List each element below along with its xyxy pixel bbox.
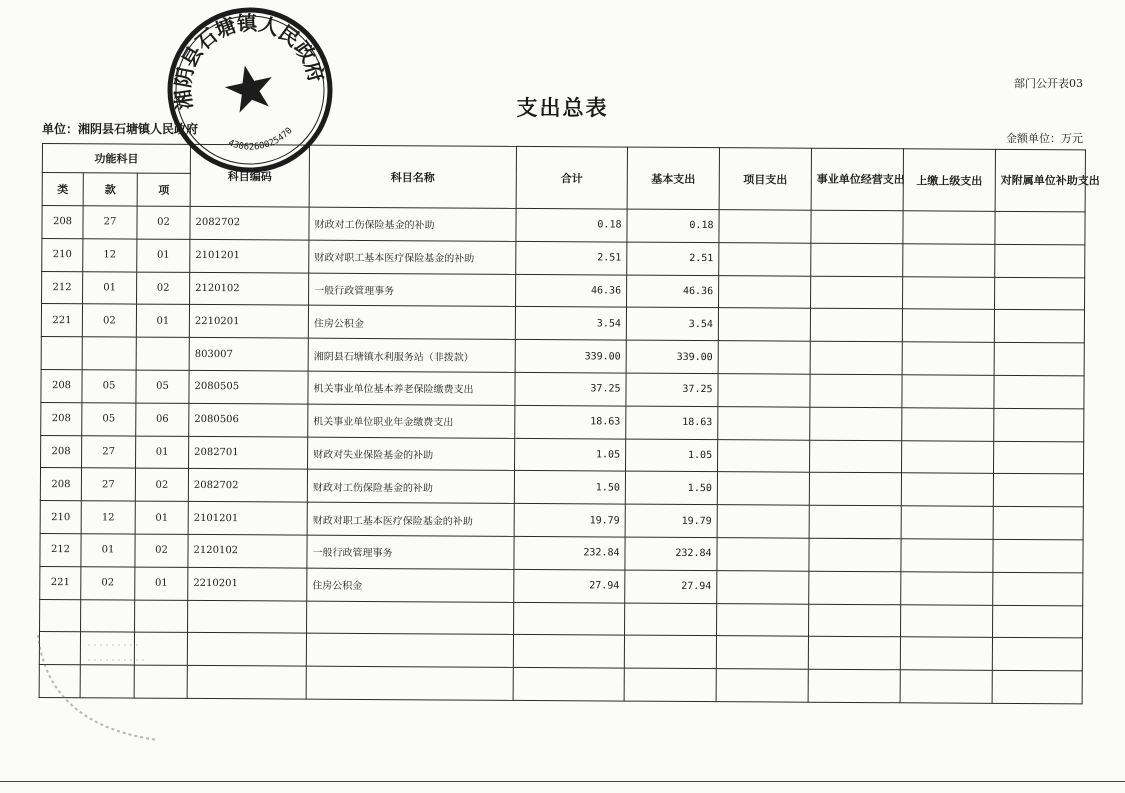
cell-subsidiary-subsidy <box>993 539 1083 572</box>
cell-subject-name: 财政对工伤保险基金的补助 <box>309 207 516 241</box>
cell-total: 19.79 <box>514 504 625 537</box>
star-icon <box>221 61 277 115</box>
header-function-subject: 功能科目 <box>42 144 190 174</box>
cell-subject-code: 2082702 <box>188 469 307 503</box>
cell-subject-name <box>307 601 514 635</box>
faint-seal-arc <box>38 635 158 740</box>
cell-category: 212 <box>40 533 81 566</box>
cell-item: 06 <box>136 403 189 436</box>
form-number: 部门公开表03 <box>1014 77 1083 90</box>
cell-project-expenditure <box>719 275 811 308</box>
cell-subject-code <box>187 666 306 700</box>
cell-project-expenditure <box>718 406 810 439</box>
cell-subsidiary-subsidy <box>995 277 1085 310</box>
cell-business-operation <box>811 243 903 276</box>
cell-category: 221 <box>40 566 81 599</box>
cell-subject-code: 2120102 <box>190 272 309 306</box>
header-subsidiary-subsidy: 对附属单位补助支出 <box>995 149 1085 212</box>
cell-item: 01 <box>135 567 188 600</box>
cell-section: 27 <box>82 435 136 468</box>
cell-subsidiary-subsidy <box>994 375 1084 408</box>
cell-business-operation <box>811 210 903 243</box>
cell-section: 12 <box>83 239 137 272</box>
cell-subject-code <box>188 600 307 634</box>
header-category: 类 <box>42 173 83 206</box>
seal-code <box>225 125 297 159</box>
cell-subject-code: 2120102 <box>188 534 307 568</box>
cell-business-operation <box>811 276 903 309</box>
cell-subsidiary-subsidy <box>993 506 1083 539</box>
cell-item: 01 <box>137 239 190 272</box>
header-subject-name: 科目名称 <box>309 145 516 208</box>
cell-upward-payment <box>902 408 994 441</box>
cell-project-expenditure <box>716 636 808 669</box>
cell-item: 02 <box>135 468 188 501</box>
cell-category <box>41 337 82 370</box>
cell-subject-code <box>187 633 306 667</box>
cell-upward-payment <box>903 244 995 277</box>
cell-subject-code: 2210201 <box>188 567 307 601</box>
cell-subject-name <box>306 666 513 700</box>
cell-subject-name: 财政对失业保险基金的补助 <box>308 437 515 471</box>
cell-category: 210 <box>42 238 83 271</box>
cell-business-operation <box>810 374 902 407</box>
cell-subject-name: 一般行政管理事务 <box>307 535 514 569</box>
cell-item: 01 <box>135 501 188 534</box>
cell-project-expenditure <box>718 308 810 341</box>
cell-total <box>514 602 625 635</box>
cell-basic-expenditure <box>625 603 717 636</box>
cell-upward-payment <box>902 342 994 375</box>
cell-upward-payment <box>901 539 993 572</box>
cell-total: 27.94 <box>514 569 625 602</box>
cell-item: 02 <box>137 206 190 239</box>
bottom-rule <box>0 781 1125 782</box>
page-title: 支出总表 <box>516 95 609 120</box>
cell-subsidiary-subsidy <box>995 211 1085 244</box>
cell-subject-code: 803007 <box>189 338 308 372</box>
cell-total: 1.50 <box>514 471 625 504</box>
cell-category: 208 <box>41 369 82 402</box>
cell-upward-payment <box>900 637 992 670</box>
cell-section: 02 <box>81 567 135 600</box>
cell-project-expenditure <box>717 505 809 538</box>
cell-total <box>513 668 624 701</box>
cell-section: 01 <box>81 534 135 567</box>
cell-total: 1.05 <box>515 438 626 471</box>
cell-business-operation <box>809 538 901 571</box>
cell-subsidiary-subsidy <box>994 441 1084 474</box>
cell-item: 01 <box>136 304 189 337</box>
header-total: 合计 <box>516 146 627 209</box>
seal-code-path: 4306260025470 <box>226 126 295 153</box>
cell-basic-expenditure: 2.51 <box>627 242 719 275</box>
cell-section: 27 <box>83 206 137 239</box>
cell-total: 18.63 <box>515 405 626 438</box>
cell-project-expenditure <box>719 210 811 243</box>
cell-business-operation <box>810 440 902 473</box>
cell-category: 210 <box>40 501 81 534</box>
cell-subject-name <box>306 633 513 667</box>
cell-basic-expenditure: 18.63 <box>626 406 718 439</box>
cell-basic-expenditure <box>624 668 716 701</box>
cell-subsidiary-subsidy <box>993 572 1083 605</box>
cell-upward-payment <box>901 473 993 506</box>
seal-text-path: 湘阴县石塘镇人民政府 <box>170 10 329 112</box>
cell-subject-code: 2082702 <box>190 206 309 240</box>
cell-upward-payment <box>901 604 993 637</box>
cell-subject-code: 2101201 <box>190 239 309 273</box>
cell-business-operation <box>809 473 901 506</box>
header-business-operation: 事业单位经营支出 <box>811 148 903 211</box>
cell-subject-name: 住房公积金 <box>307 568 514 602</box>
cell-basic-expenditure: 27.94 <box>625 570 717 603</box>
cell-subject-name: 一般行政管理事务 <box>309 273 516 307</box>
cell-project-expenditure <box>718 341 810 374</box>
cell-upward-payment <box>902 440 994 473</box>
cell-category: 208 <box>42 206 83 239</box>
header-basic-expenditure: 基本支出 <box>627 147 719 210</box>
cell-item: 01 <box>136 436 189 469</box>
cell-subject-code: 2080506 <box>189 403 308 437</box>
header-section: 款 <box>83 173 137 206</box>
cell-business-operation <box>808 669 900 702</box>
cell-project-expenditure <box>717 570 809 603</box>
cell-subsidiary-subsidy <box>993 605 1083 638</box>
amount-unit: 金额单位：万元 <box>1006 132 1083 145</box>
cell-project-expenditure <box>717 603 809 636</box>
cell-business-operation <box>808 637 900 670</box>
cell-item: 05 <box>136 370 189 403</box>
cell-upward-payment <box>903 276 995 309</box>
cell-total: 46.36 <box>516 274 627 307</box>
cell-basic-expenditure: 339.00 <box>626 340 718 373</box>
cell-upward-payment <box>901 572 993 605</box>
cell-subject-code: 2080505 <box>189 370 308 404</box>
cell-business-operation <box>809 505 901 538</box>
cell-subsidiary-subsidy <box>993 474 1083 507</box>
cell-project-expenditure <box>716 669 808 702</box>
cell-total: 3.54 <box>515 307 626 340</box>
cell-subject-name: 机关事业单位基本养老保险缴费支出 <box>308 371 515 405</box>
cell-section <box>82 337 136 370</box>
cell-total: 0.18 <box>516 208 627 241</box>
cell-basic-expenditure: 37.25 <box>626 373 718 406</box>
cell-upward-payment <box>902 309 994 342</box>
cell-basic-expenditure: 46.36 <box>627 275 719 308</box>
cell-business-operation <box>809 571 901 604</box>
reporting-unit: 单位：湘阴县石塘镇人民政府 <box>42 122 199 136</box>
cell-section: 01 <box>83 271 137 304</box>
header-item: 项 <box>137 173 190 206</box>
header-upward-payment: 上缴上级支出 <box>903 149 995 212</box>
cell-basic-expenditure: 1.50 <box>625 471 717 504</box>
cell-subsidiary-subsidy <box>994 408 1084 441</box>
cell-subsidiary-subsidy <box>992 670 1082 703</box>
cell-category: 208 <box>40 468 81 501</box>
cell-subsidiary-subsidy <box>994 310 1084 343</box>
cell-basic-expenditure: 3.54 <box>626 307 718 340</box>
cell-total: 232.84 <box>514 536 625 569</box>
official-seal <box>165 5 335 175</box>
cell-project-expenditure <box>717 472 809 505</box>
cell-subject-code: 2101201 <box>188 502 307 536</box>
cell-subject-name: 财政对职工基本医疗保险基金的补助 <box>307 502 514 536</box>
cell-item <box>136 337 189 370</box>
cell-item: 02 <box>137 272 190 305</box>
cell-subject-name: 机关事业单位职业年金缴费支出 <box>308 404 515 438</box>
cell-section: 27 <box>81 468 135 501</box>
cell-section: 05 <box>82 403 136 436</box>
cell-business-operation <box>810 407 902 440</box>
cell-section: 12 <box>81 501 135 534</box>
cell-upward-payment <box>903 211 995 244</box>
cell-total: 2.51 <box>516 241 627 274</box>
cell-business-operation <box>810 341 902 374</box>
cell-basic-expenditure: 19.79 <box>625 504 717 537</box>
cell-total: 339.00 <box>515 340 626 373</box>
cell-subject-code: 2210201 <box>189 305 308 339</box>
cell-total <box>513 635 624 668</box>
cell-basic-expenditure: 1.05 <box>626 439 718 472</box>
cell-business-operation <box>809 604 901 637</box>
cell-project-expenditure <box>718 374 810 407</box>
cell-section: 05 <box>82 370 136 403</box>
cell-basic-expenditure: 0.18 <box>627 209 719 242</box>
faint-seal-lines <box>88 645 148 660</box>
cell-project-expenditure <box>719 242 811 275</box>
cell-subject-code: 2082701 <box>189 436 308 470</box>
cell-subject-name: 湘阴县石塘镇水利服务站（非拨款） <box>308 338 515 372</box>
cell-total: 37.25 <box>515 372 626 405</box>
cell-item: 02 <box>135 534 188 567</box>
cell-basic-expenditure <box>624 635 716 668</box>
cell-category: 221 <box>41 304 82 337</box>
header-project-expenditure: 项目支出 <box>719 148 811 211</box>
header-subject-code: 科目编码 <box>190 144 309 207</box>
cell-basic-expenditure: 232.84 <box>625 537 717 570</box>
cell-subsidiary-subsidy <box>994 343 1084 376</box>
cell-subject-name: 财政对工伤保险基金的补助 <box>307 470 514 504</box>
cell-subsidiary-subsidy <box>995 244 1085 277</box>
cell-project-expenditure <box>718 439 810 472</box>
cell-subject-name: 财政对职工基本医疗保险基金的补助 <box>309 240 516 274</box>
cell-upward-payment <box>900 670 992 703</box>
faint-seal-mark <box>28 615 198 755</box>
cell-business-operation <box>810 309 902 342</box>
cell-project-expenditure <box>717 538 809 571</box>
cell-upward-payment <box>902 375 994 408</box>
cell-category: 208 <box>41 435 82 468</box>
cell-category: 208 <box>41 402 82 435</box>
cell-section: 02 <box>82 304 136 337</box>
cell-subsidiary-subsidy <box>992 638 1082 671</box>
cell-upward-payment <box>901 506 993 539</box>
cell-subject-name: 住房公积金 <box>308 306 515 340</box>
cell-category: 212 <box>42 271 83 304</box>
